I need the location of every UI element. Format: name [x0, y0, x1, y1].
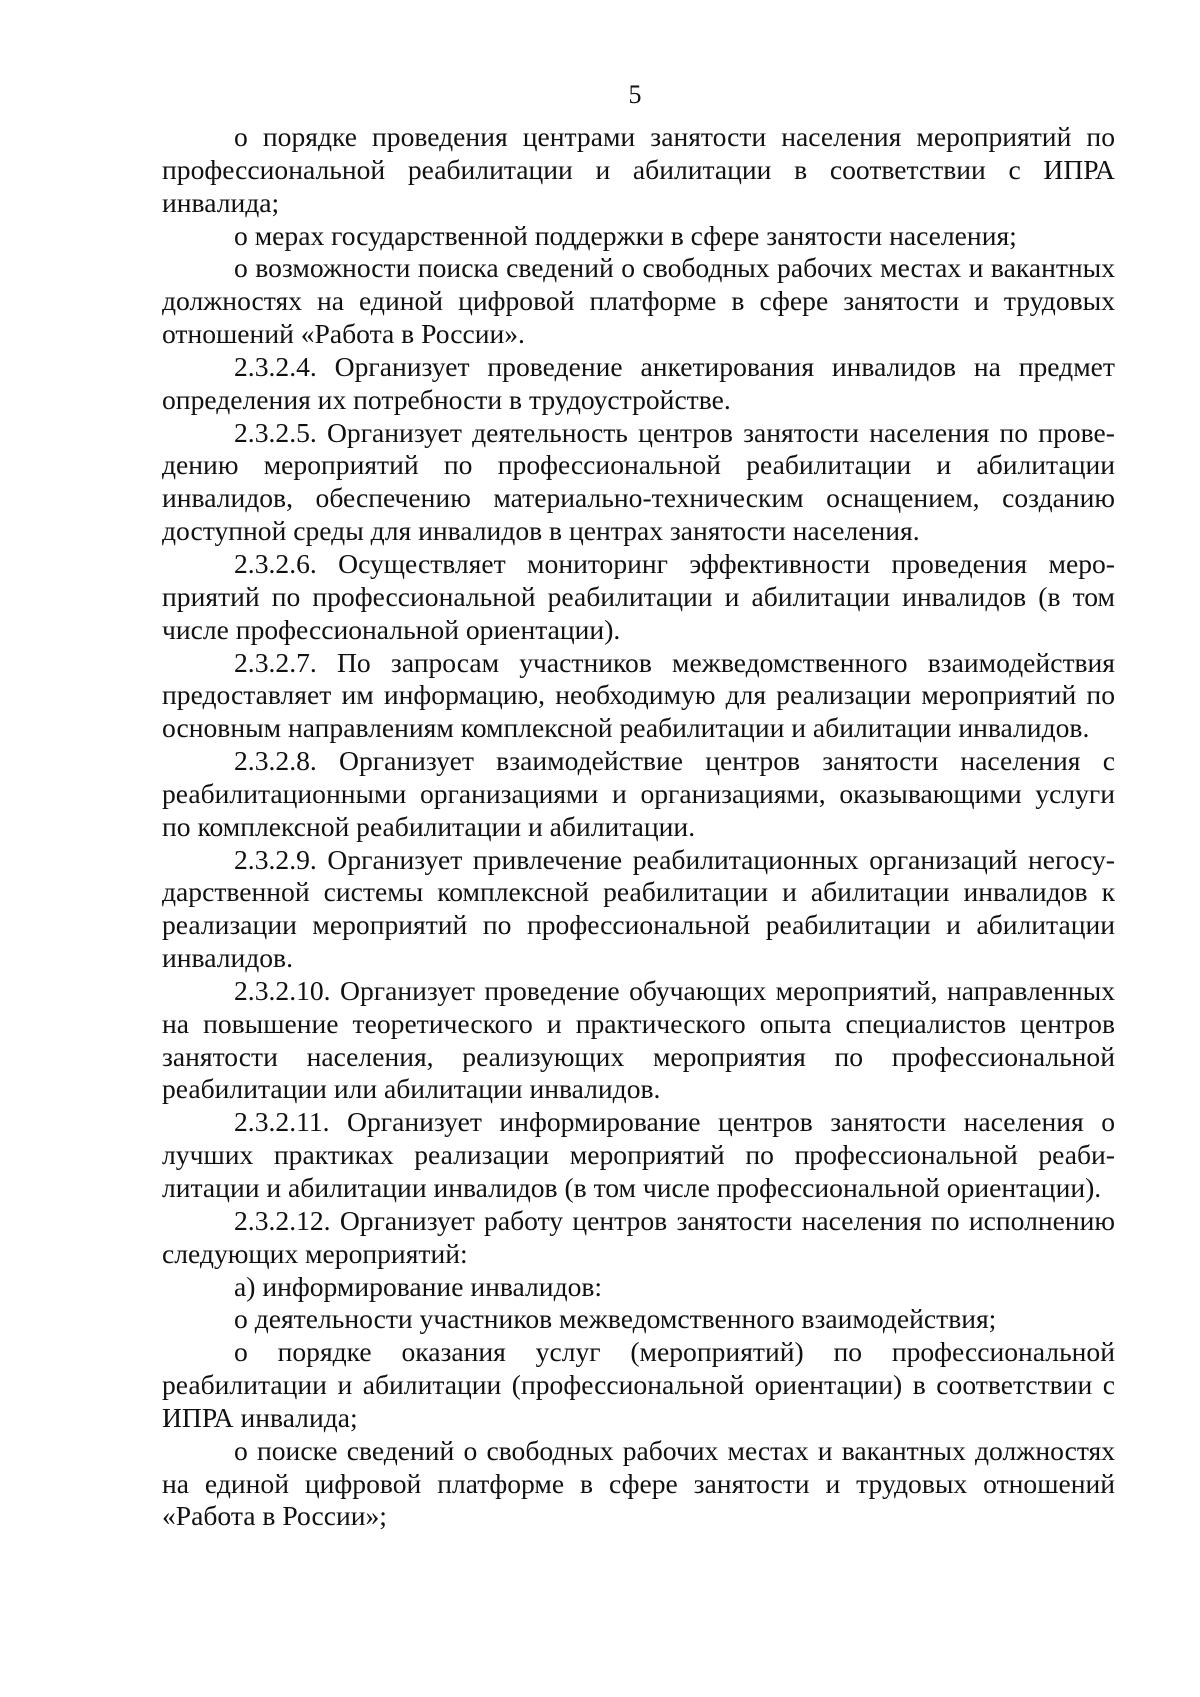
page-number: 5 — [628, 80, 642, 109]
paragraph-procedure-events: о порядке проведения центрами занятости населения мероприятий по профессиональной реабилитации и абилитации в соответствии с ИПРА инвалида; — [162, 121, 1115, 218]
document-body — [162, 121, 1115, 1533]
paragraph-2-3-2-5: 2.3.2.5. Организует деятельность центров занятости населения по проведению мероприятий по профессиональной реабилитации и абилитации инвалидов, обеспечению материально-техническим оснащением, созданию доступной среды для инвалидов в центрах занятости населения. — [162, 416, 1115, 547]
paragraph-2-3-2-4: 2.3.2.4. Организует проведение анкетирования инвалидов на предмет определения их потребности в трудоустройстве. — [162, 350, 1115, 415]
paragraph-vacancy-search: о возможности поиска сведений о свободных рабочих местах и вакантных должностях на единой цифровой платформе в сфере занятости и трудовых отношений «Работа в России». — [162, 252, 1115, 350]
paragraph-participants-activity: о деятельности участников межведомственного взаимодействия; — [234, 1303, 997, 1335]
paragraph-2-3-2-8: 2.3.2.8. Организует взаимодействие центров занятости населения с реабилитационными организациями и организациями, оказывающими услуги по комплексной реабилитации и абилитации. — [162, 745, 1115, 842]
paragraph-2-3-2-10: 2.3.2.10. Организует проведение обучающих мероприятий, направленных на повышение теоретического и практического опыта специалистов центров занятости населения, реализующих мероприятия по профессиональной реабилитации или абилитации инвалидов. — [162, 974, 1115, 1105]
paragraph-2-3-2-6: 2.3.2.6. Осуществляет мониторинг эффективности проведения мероприятий по профессиональной реабилитации и абилитации инвалидов (в том числе профессиональной ориентации). — [162, 547, 1115, 645]
paragraph-2-3-2-12: 2.3.2.12. Организует работу центров занятости населения по исполнению следующих мероприятий: — [162, 1204, 1115, 1269]
paragraph-2-3-2-11: 2.3.2.11. Организует информирование центров занятости населения о лучших практиках реализации мероприятий по профессиональной реабилитации и абилитации инвалидов (в том числе профессиональной ориентации). — [162, 1106, 1115, 1203]
paragraph-2-3-2-9: 2.3.2.9. Организует привлечение реабилитационных организаций негосударственной системы комплексной реабилитации и абилитации инвалидов к реализации мероприятий по профессиональной реабилитации и абилитации инвалидов. — [162, 843, 1115, 974]
paragraph-service-procedure: о порядке оказания услуг (мероприятий) по профессиональной реабилитации и абилитации (профессиональной ориентации) в соответствии с ИПРА инвалида; — [162, 1336, 1115, 1433]
paragraph-item-a: а) информирование инвалидов: — [234, 1270, 603, 1302]
paragraph-2-3-2-7: 2.3.2.7. По запросам участников межведомственного взаимодействия предоставляет им информацию, необходимую для реализации мероприятий по основным направлениям комплексной реабилитации и абилитации инвалидов. — [162, 646, 1115, 744]
paragraph-state-support: о мерах государственной поддержки в сфере занятости населения; — [234, 219, 1017, 251]
paragraph-vacancy-info-search: о поиске сведений о свободных рабочих местах и вакантных должностях на единой цифровой платформе в сфере занятости и трудовых отношений «Работа в России»; — [162, 1434, 1115, 1532]
